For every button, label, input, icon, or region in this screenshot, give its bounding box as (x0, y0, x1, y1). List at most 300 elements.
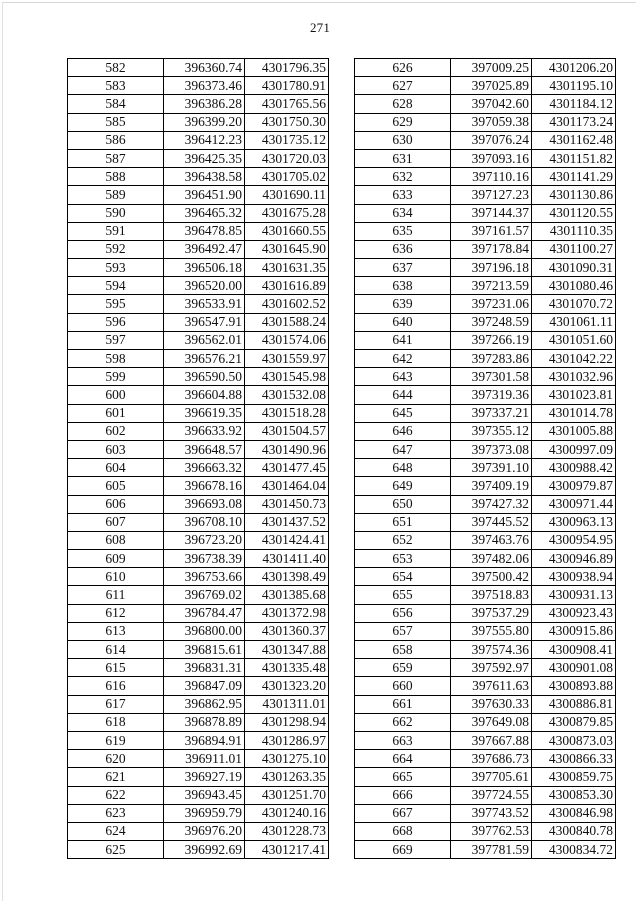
x-coordinate-cell: 397093.16 (451, 149, 532, 167)
point-number-cell: 652 (355, 531, 451, 549)
y-coordinate-cell: 4300938.94 (532, 568, 616, 586)
y-coordinate-cell: 4300915.86 (532, 622, 616, 640)
point-number-cell: 602 (68, 422, 164, 440)
table-row (68, 822, 329, 840)
table-row (355, 240, 616, 258)
point-number-cell: 596 (68, 313, 164, 331)
y-coordinate-cell: 4301616.89 (245, 277, 329, 295)
x-coordinate-cell: 397705.61 (451, 768, 532, 786)
x-coordinate-cell: 397231.06 (451, 295, 532, 313)
y-coordinate-cell: 4301559.97 (245, 350, 329, 368)
y-coordinate-cell: 4301450.73 (245, 495, 329, 513)
point-number-cell: 635 (355, 222, 451, 240)
y-coordinate-cell: 4300963.13 (532, 513, 616, 531)
y-coordinate-cell: 4301347.88 (245, 641, 329, 659)
y-coordinate-cell: 4301217.41 (245, 841, 329, 859)
point-number-cell: 625 (68, 841, 164, 859)
table-row (355, 550, 616, 568)
point-number-cell: 629 (355, 113, 451, 131)
table-row (68, 786, 329, 804)
y-coordinate-cell: 4300979.87 (532, 477, 616, 495)
table-row (355, 695, 616, 713)
x-coordinate-cell: 397059.38 (451, 113, 532, 131)
y-coordinate-cell: 4301286.97 (245, 731, 329, 749)
x-coordinate-cell: 396708.10 (164, 513, 245, 531)
y-coordinate-cell: 4301360.37 (245, 622, 329, 640)
table-row (68, 350, 329, 368)
y-coordinate-cell: 4301151.82 (532, 149, 616, 167)
x-coordinate-cell: 397649.08 (451, 713, 532, 731)
table-row (355, 440, 616, 458)
table-row (68, 222, 329, 240)
point-number-cell: 650 (355, 495, 451, 513)
y-coordinate-cell: 4301080.46 (532, 277, 616, 295)
table-row (68, 313, 329, 331)
table-row (68, 404, 329, 422)
point-number-cell: 658 (355, 641, 451, 659)
y-coordinate-cell: 4301275.10 (245, 750, 329, 768)
point-number-cell: 659 (355, 659, 451, 677)
table-row (355, 459, 616, 477)
x-coordinate-cell: 396438.58 (164, 168, 245, 186)
point-number-cell: 651 (355, 513, 451, 531)
table-row (355, 113, 616, 131)
table-row (355, 804, 616, 822)
x-coordinate-cell: 397110.16 (451, 168, 532, 186)
x-coordinate-cell: 397391.10 (451, 459, 532, 477)
table-row (68, 731, 329, 749)
x-coordinate-cell: 396478.85 (164, 222, 245, 240)
table-row (68, 204, 329, 222)
y-coordinate-cell: 4300834.72 (532, 841, 616, 859)
point-number-cell: 663 (355, 731, 451, 749)
y-coordinate-cell: 4300886.81 (532, 695, 616, 713)
y-coordinate-cell: 4301184.12 (532, 95, 616, 113)
table-row (68, 459, 329, 477)
table-row (355, 768, 616, 786)
point-number-cell: 617 (68, 695, 164, 713)
y-coordinate-cell: 4301602.52 (245, 295, 329, 313)
x-coordinate-cell: 397445.52 (451, 513, 532, 531)
point-number-cell: 594 (68, 277, 164, 295)
x-coordinate-cell: 397724.55 (451, 786, 532, 804)
x-coordinate-cell: 396562.01 (164, 331, 245, 349)
table-row (355, 731, 616, 749)
table-row (68, 641, 329, 659)
point-number-cell: 584 (68, 95, 164, 113)
table-row (68, 422, 329, 440)
x-coordinate-cell: 396663.32 (164, 459, 245, 477)
table-row (355, 422, 616, 440)
table-row (355, 659, 616, 677)
x-coordinate-cell: 396784.47 (164, 604, 245, 622)
y-coordinate-cell: 4301061.11 (532, 313, 616, 331)
point-number-cell: 612 (68, 604, 164, 622)
table-row (68, 495, 329, 513)
x-coordinate-cell: 397178.84 (451, 240, 532, 258)
point-number-cell: 589 (68, 186, 164, 204)
y-coordinate-cell: 4301251.70 (245, 786, 329, 804)
point-number-cell: 631 (355, 149, 451, 167)
point-number-cell: 667 (355, 804, 451, 822)
x-coordinate-cell: 397427.32 (451, 495, 532, 513)
table-row (68, 659, 329, 677)
y-coordinate-cell: 4301720.03 (245, 149, 329, 167)
x-coordinate-cell: 396547.91 (164, 313, 245, 331)
point-number-cell: 615 (68, 659, 164, 677)
point-number-cell: 656 (355, 604, 451, 622)
point-number-cell: 591 (68, 222, 164, 240)
table-row (355, 477, 616, 495)
y-coordinate-cell: 4301311.01 (245, 695, 329, 713)
x-coordinate-cell: 396862.95 (164, 695, 245, 713)
y-coordinate-cell: 4300946.89 (532, 550, 616, 568)
x-coordinate-cell: 396976.20 (164, 822, 245, 840)
table-row (68, 804, 329, 822)
table-row (355, 95, 616, 113)
point-number-cell: 626 (355, 59, 451, 77)
x-coordinate-cell: 397213.59 (451, 277, 532, 295)
point-number-cell: 598 (68, 350, 164, 368)
x-coordinate-cell: 397161.57 (451, 222, 532, 240)
x-coordinate-cell: 397042.60 (451, 95, 532, 113)
x-coordinate-cell: 397463.76 (451, 531, 532, 549)
y-coordinate-cell: 4300866.33 (532, 750, 616, 768)
y-coordinate-cell: 4301173.24 (532, 113, 616, 131)
x-coordinate-cell: 396800.00 (164, 622, 245, 640)
y-coordinate-cell: 4301141.29 (532, 168, 616, 186)
table-row (355, 604, 616, 622)
coordinate-table-left (67, 58, 329, 859)
table-row (355, 677, 616, 695)
x-coordinate-cell: 396959.79 (164, 804, 245, 822)
x-coordinate-cell: 397319.36 (451, 386, 532, 404)
table-row (355, 641, 616, 659)
x-coordinate-cell: 397667.88 (451, 731, 532, 749)
x-coordinate-cell: 397025.89 (451, 77, 532, 95)
x-coordinate-cell: 397266.19 (451, 331, 532, 349)
table-row (68, 695, 329, 713)
point-number-cell: 657 (355, 622, 451, 640)
x-coordinate-cell: 396815.61 (164, 641, 245, 659)
x-coordinate-cell: 396753.66 (164, 568, 245, 586)
table-row (68, 713, 329, 731)
x-coordinate-cell: 396927.19 (164, 768, 245, 786)
table-row (68, 531, 329, 549)
x-coordinate-cell: 397196.18 (451, 259, 532, 277)
x-coordinate-cell: 397743.52 (451, 804, 532, 822)
table-row (355, 404, 616, 422)
point-number-cell: 610 (68, 568, 164, 586)
x-coordinate-cell: 397592.97 (451, 659, 532, 677)
y-coordinate-cell: 4301690.11 (245, 186, 329, 204)
point-number-cell: 595 (68, 295, 164, 313)
point-number-cell: 590 (68, 204, 164, 222)
point-number-cell: 619 (68, 731, 164, 749)
table-row (68, 768, 329, 786)
table-row (68, 168, 329, 186)
x-coordinate-cell: 396633.92 (164, 422, 245, 440)
y-coordinate-cell: 4301263.35 (245, 768, 329, 786)
y-coordinate-cell: 4301240.16 (245, 804, 329, 822)
point-number-cell: 628 (355, 95, 451, 113)
table-row (355, 204, 616, 222)
y-coordinate-cell: 4301545.98 (245, 368, 329, 386)
y-coordinate-cell: 4301206.20 (532, 59, 616, 77)
table-row (68, 295, 329, 313)
x-coordinate-cell: 397127.23 (451, 186, 532, 204)
point-number-cell: 634 (355, 204, 451, 222)
y-coordinate-cell: 4301532.08 (245, 386, 329, 404)
x-coordinate-cell: 397611.63 (451, 677, 532, 695)
table-row (355, 513, 616, 531)
x-coordinate-cell: 396648.57 (164, 440, 245, 458)
point-number-cell: 640 (355, 313, 451, 331)
point-number-cell: 622 (68, 786, 164, 804)
point-number-cell: 601 (68, 404, 164, 422)
x-coordinate-cell: 396590.50 (164, 368, 245, 386)
y-coordinate-cell: 4301014.78 (532, 404, 616, 422)
table-row (355, 149, 616, 167)
y-coordinate-cell: 4301335.48 (245, 659, 329, 677)
point-number-cell: 587 (68, 149, 164, 167)
x-coordinate-cell: 396738.39 (164, 550, 245, 568)
point-number-cell: 638 (355, 277, 451, 295)
y-coordinate-cell: 4301385.68 (245, 586, 329, 604)
x-coordinate-cell: 397686.73 (451, 750, 532, 768)
x-coordinate-cell: 397409.19 (451, 477, 532, 495)
table-row (68, 368, 329, 386)
table-row (355, 277, 616, 295)
x-coordinate-cell: 397355.12 (451, 422, 532, 440)
point-number-cell: 611 (68, 586, 164, 604)
x-coordinate-cell: 396619.35 (164, 404, 245, 422)
y-coordinate-cell: 4301032.96 (532, 368, 616, 386)
y-coordinate-cell: 4301424.41 (245, 531, 329, 549)
point-number-cell: 661 (355, 695, 451, 713)
point-number-cell: 649 (355, 477, 451, 495)
y-coordinate-cell: 4301398.49 (245, 568, 329, 586)
table-row (355, 350, 616, 368)
table-row (355, 786, 616, 804)
x-coordinate-cell: 396604.88 (164, 386, 245, 404)
table-row (355, 713, 616, 731)
point-number-cell: 654 (355, 568, 451, 586)
x-coordinate-cell: 396878.89 (164, 713, 245, 731)
table-row (355, 259, 616, 277)
point-number-cell: 666 (355, 786, 451, 804)
y-coordinate-cell: 4301705.02 (245, 168, 329, 186)
y-coordinate-cell: 4301574.06 (245, 331, 329, 349)
point-number-cell: 600 (68, 386, 164, 404)
y-coordinate-cell: 4301588.24 (245, 313, 329, 331)
table-row (68, 750, 329, 768)
table-row (68, 622, 329, 640)
table-row (355, 586, 616, 604)
point-number-cell: 605 (68, 477, 164, 495)
x-coordinate-cell: 396492.47 (164, 240, 245, 258)
table-row (355, 168, 616, 186)
table-row (355, 368, 616, 386)
point-number-cell: 637 (355, 259, 451, 277)
table-row (355, 495, 616, 513)
table-row (355, 131, 616, 149)
y-coordinate-cell: 4301023.81 (532, 386, 616, 404)
y-coordinate-cell: 4301162.48 (532, 131, 616, 149)
table-row (68, 386, 329, 404)
x-coordinate-cell: 397518.83 (451, 586, 532, 604)
y-coordinate-cell: 4301490.96 (245, 440, 329, 458)
x-coordinate-cell: 397574.36 (451, 641, 532, 659)
y-coordinate-cell: 4301660.55 (245, 222, 329, 240)
table-row (355, 386, 616, 404)
table-row (68, 149, 329, 167)
point-number-cell: 614 (68, 641, 164, 659)
table-row (355, 750, 616, 768)
y-coordinate-cell: 4300923.43 (532, 604, 616, 622)
y-coordinate-cell: 4300908.41 (532, 641, 616, 659)
y-coordinate-cell: 4301645.90 (245, 240, 329, 258)
point-number-cell: 665 (355, 768, 451, 786)
y-coordinate-cell: 4300893.88 (532, 677, 616, 695)
table-row (68, 841, 329, 859)
x-coordinate-cell: 396425.35 (164, 149, 245, 167)
x-coordinate-cell: 396894.91 (164, 731, 245, 749)
x-coordinate-cell: 396992.69 (164, 841, 245, 859)
x-coordinate-cell: 397555.80 (451, 622, 532, 640)
x-coordinate-cell: 397283.86 (451, 350, 532, 368)
point-number-cell: 582 (68, 59, 164, 77)
x-coordinate-cell: 396723.20 (164, 531, 245, 549)
point-number-cell: 585 (68, 113, 164, 131)
point-number-cell: 655 (355, 586, 451, 604)
table-row (355, 841, 616, 859)
x-coordinate-cell: 396576.21 (164, 350, 245, 368)
y-coordinate-cell: 4301042.22 (532, 350, 616, 368)
page-number: 271 (309, 20, 331, 35)
x-coordinate-cell: 397009.25 (451, 59, 532, 77)
table-row (355, 59, 616, 77)
y-coordinate-cell: 4301090.31 (532, 259, 616, 277)
y-coordinate-cell: 4301110.35 (532, 222, 616, 240)
table-row (68, 259, 329, 277)
point-number-cell: 642 (355, 350, 451, 368)
x-coordinate-cell: 397781.59 (451, 841, 532, 859)
y-coordinate-cell: 4301323.20 (245, 677, 329, 695)
y-coordinate-cell: 4301120.55 (532, 204, 616, 222)
table-row (68, 604, 329, 622)
point-number-cell: 593 (68, 259, 164, 277)
y-coordinate-cell: 4301411.40 (245, 550, 329, 568)
point-number-cell: 646 (355, 422, 451, 440)
table-row (355, 313, 616, 331)
point-number-cell: 660 (355, 677, 451, 695)
point-number-cell: 668 (355, 822, 451, 840)
x-coordinate-cell: 397337.21 (451, 404, 532, 422)
x-coordinate-cell: 397301.58 (451, 368, 532, 386)
table-row (68, 186, 329, 204)
y-coordinate-cell: 4300971.44 (532, 495, 616, 513)
y-coordinate-cell: 4300997.09 (532, 440, 616, 458)
table-row (355, 186, 616, 204)
y-coordinate-cell: 4300901.08 (532, 659, 616, 677)
point-number-cell: 623 (68, 804, 164, 822)
x-coordinate-cell: 397076.24 (451, 131, 532, 149)
table-row (68, 77, 329, 95)
point-number-cell: 586 (68, 131, 164, 149)
point-number-cell: 609 (68, 550, 164, 568)
table-row (355, 295, 616, 313)
x-coordinate-cell: 396373.46 (164, 77, 245, 95)
table-row (355, 822, 616, 840)
y-coordinate-cell: 4301504.57 (245, 422, 329, 440)
table-row (68, 95, 329, 113)
point-number-cell: 592 (68, 240, 164, 258)
x-coordinate-cell: 396847.09 (164, 677, 245, 695)
y-coordinate-cell: 4300846.98 (532, 804, 616, 822)
y-coordinate-cell: 4301298.94 (245, 713, 329, 731)
point-number-cell: 627 (355, 77, 451, 95)
point-number-cell: 588 (68, 168, 164, 186)
x-coordinate-cell: 396678.16 (164, 477, 245, 495)
table-row (68, 240, 329, 258)
point-number-cell: 624 (68, 822, 164, 840)
y-coordinate-cell: 4300840.78 (532, 822, 616, 840)
y-coordinate-cell: 4301631.35 (245, 259, 329, 277)
x-coordinate-cell: 396943.45 (164, 786, 245, 804)
point-number-cell: 618 (68, 713, 164, 731)
point-number-cell: 630 (355, 131, 451, 149)
y-coordinate-cell: 4300859.75 (532, 768, 616, 786)
y-coordinate-cell: 4300873.03 (532, 731, 616, 749)
y-coordinate-cell: 4301735.12 (245, 131, 329, 149)
point-number-cell: 616 (68, 677, 164, 695)
y-coordinate-cell: 4301228.73 (245, 822, 329, 840)
y-coordinate-cell: 4301796.35 (245, 59, 329, 77)
x-coordinate-cell: 397537.29 (451, 604, 532, 622)
x-coordinate-cell: 396412.23 (164, 131, 245, 149)
point-number-cell: 607 (68, 513, 164, 531)
table-row (68, 277, 329, 295)
y-coordinate-cell: 4301518.28 (245, 404, 329, 422)
y-coordinate-cell: 4301195.10 (532, 77, 616, 95)
y-coordinate-cell: 4301464.04 (245, 477, 329, 495)
point-number-cell: 597 (68, 331, 164, 349)
x-coordinate-cell: 396831.31 (164, 659, 245, 677)
table-row (68, 131, 329, 149)
point-number-cell: 645 (355, 404, 451, 422)
x-coordinate-cell: 397373.08 (451, 440, 532, 458)
y-coordinate-cell: 4301477.45 (245, 459, 329, 477)
table-row (355, 222, 616, 240)
table-row (355, 531, 616, 549)
table-row (355, 568, 616, 586)
x-coordinate-cell: 396360.74 (164, 59, 245, 77)
point-number-cell: 608 (68, 531, 164, 549)
x-coordinate-cell: 397144.37 (451, 204, 532, 222)
point-number-cell: 603 (68, 440, 164, 458)
point-number-cell: 606 (68, 495, 164, 513)
x-coordinate-cell: 397500.42 (451, 568, 532, 586)
point-number-cell: 647 (355, 440, 451, 458)
y-coordinate-cell: 4301750.30 (245, 113, 329, 131)
point-number-cell: 648 (355, 459, 451, 477)
point-number-cell: 664 (355, 750, 451, 768)
y-coordinate-cell: 4301130.86 (532, 186, 616, 204)
x-coordinate-cell: 396451.90 (164, 186, 245, 204)
point-number-cell: 604 (68, 459, 164, 477)
point-number-cell: 621 (68, 768, 164, 786)
